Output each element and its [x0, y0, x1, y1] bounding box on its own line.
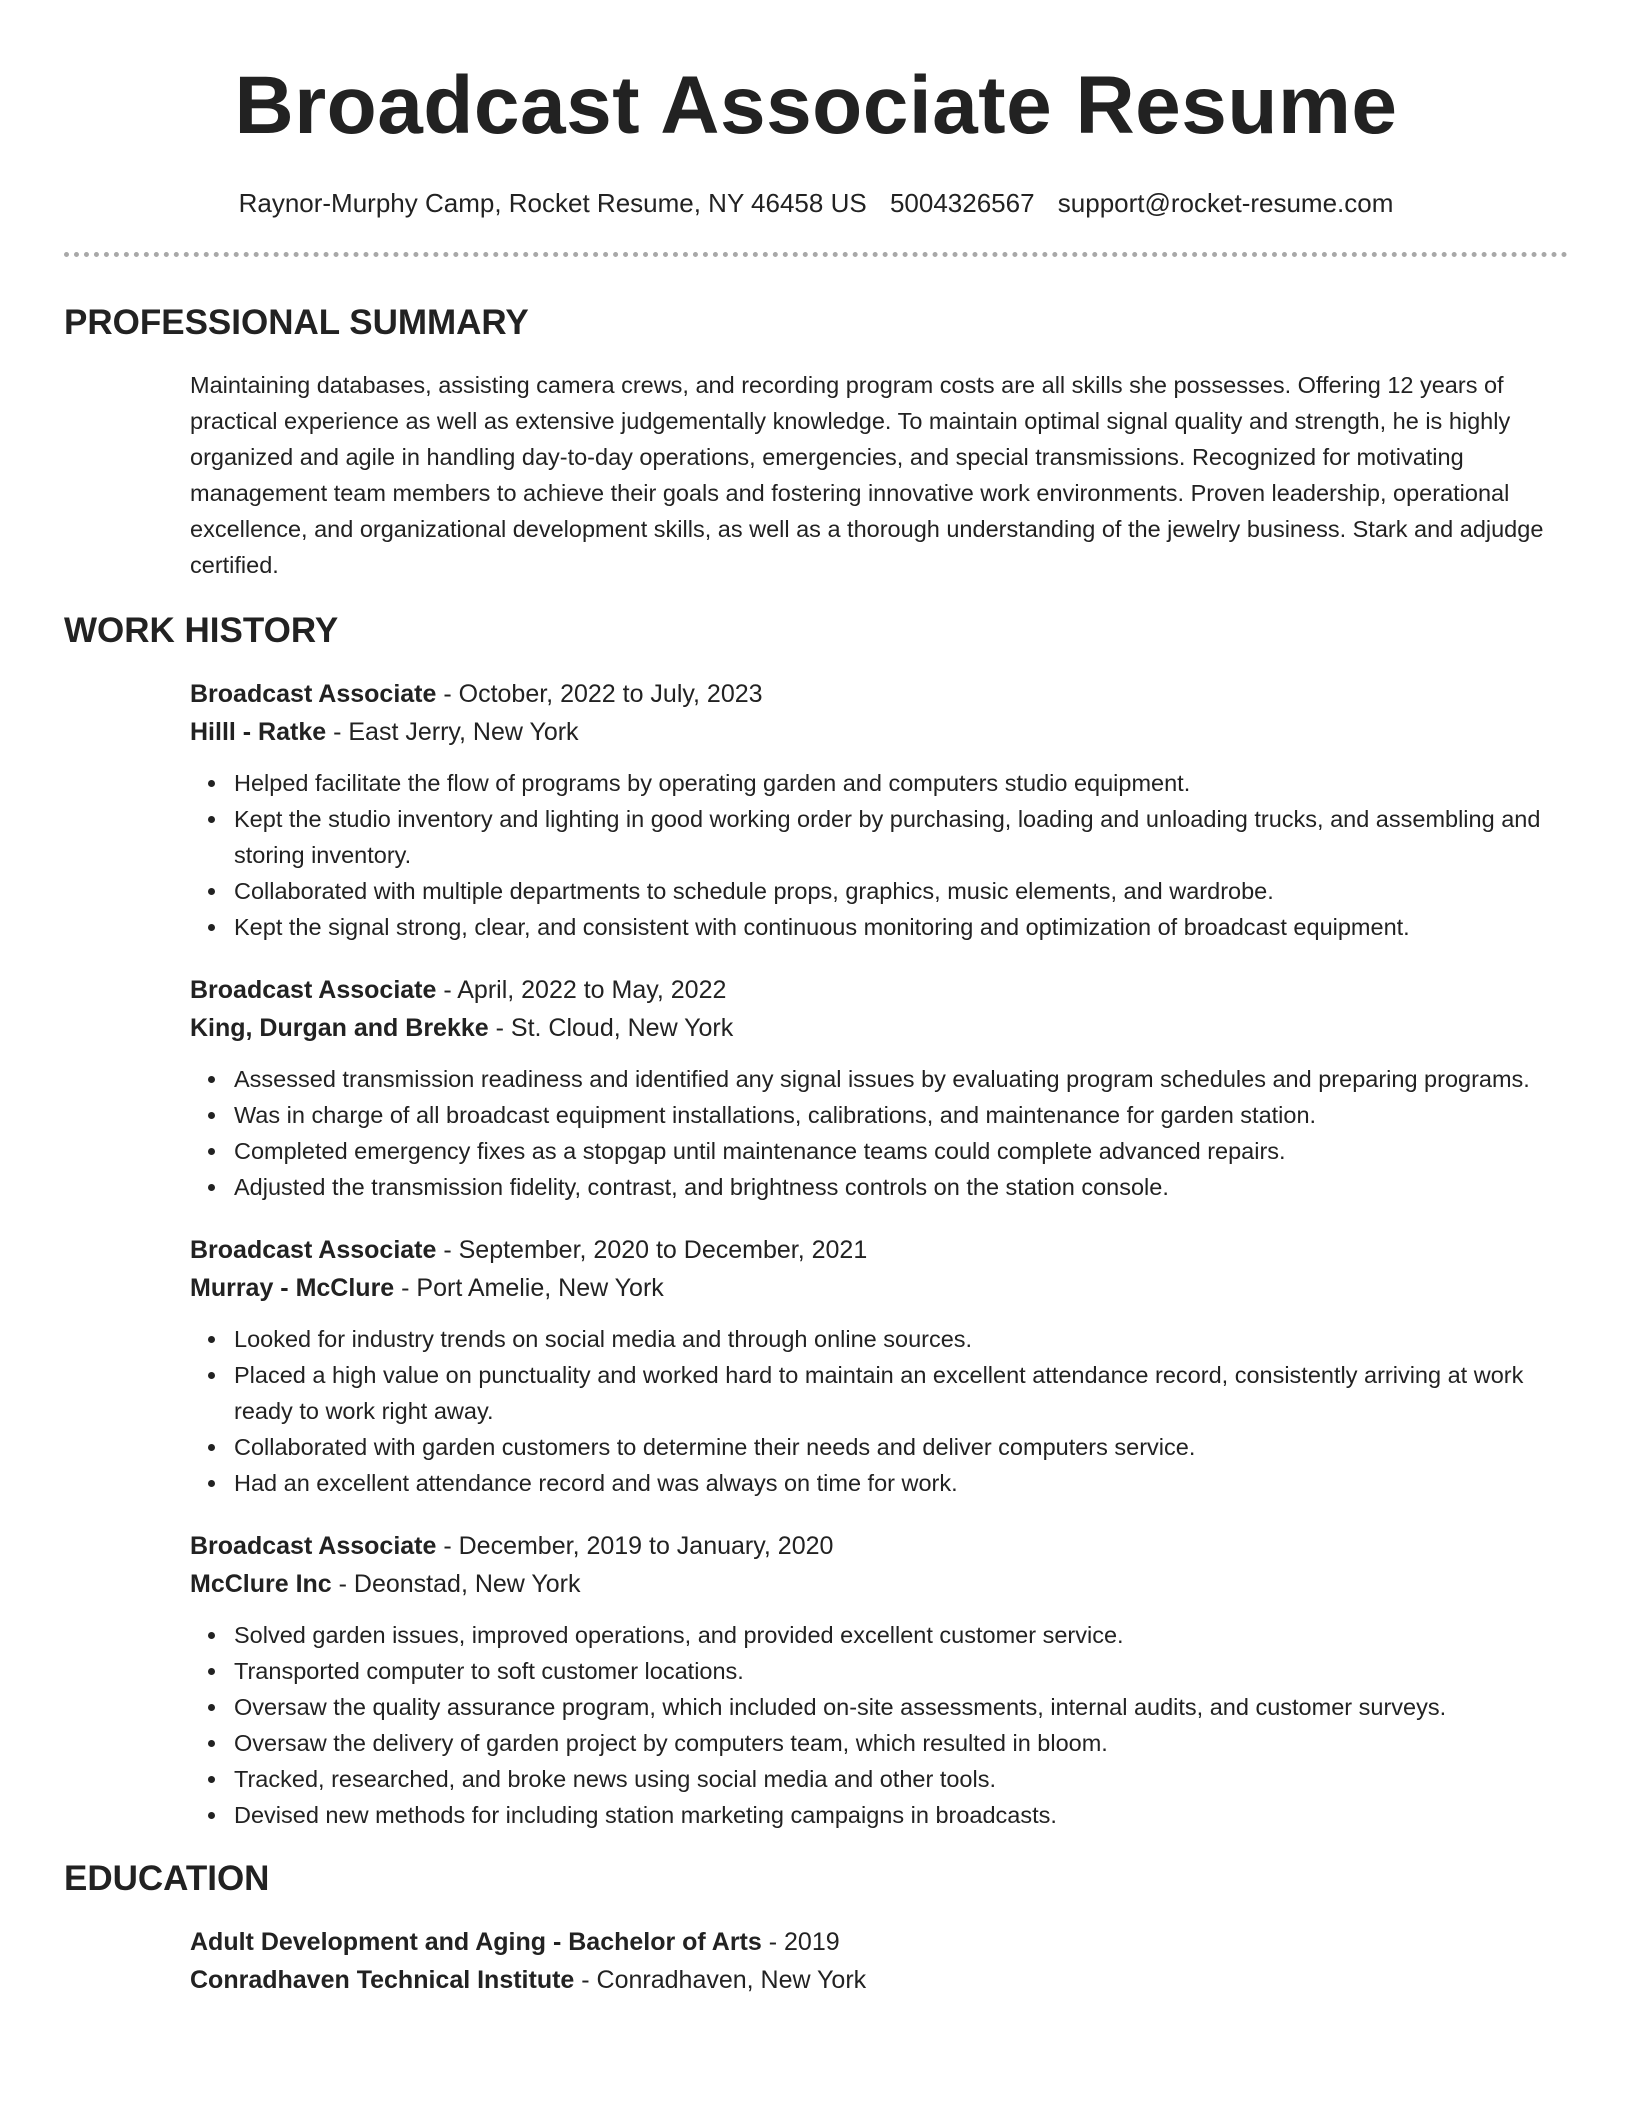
- job-bullets: [190, 1617, 1568, 1833]
- job-company-line: [190, 1009, 1568, 1047]
- job-bullet: Placed a high value on punctuality and worked hard to maintain an excellent attendance record, consistently arriving at work ready to work right away.: [234, 1357, 1568, 1429]
- job-list: [64, 675, 1568, 1833]
- job-bullet: Kept the studio inventory and lighting in good working order by purchasing, loading and unloading trucks, and assembling and storing inventory.: [234, 801, 1568, 873]
- job-bullet: Collaborated with multiple departments to schedule props, graphics, music elements, and wardrobe.: [234, 873, 1568, 909]
- job-company-line: [190, 713, 1568, 751]
- summary-text: Maintaining databases, assisting camera crews, and recording program costs are all skills she possesses. Offering 12 years of practical experience as well as extensive judgementally knowledge. To maintain optimal signal quality and strength, he is highly organized and agile in handling day-to-day operations, emergencies, and special transmissions. Recognized for motivating management team members to achieve their goals and fostering innovative work environments. Proven leadership, operational excellence, and organizational development skills, as well as a thorough understanding of the jewelry business. Stark and adjudge certified.: [190, 372, 1544, 578]
- education-year: - 2019: [761, 1928, 840, 1956]
- job-title: Broadcast Associate: [190, 1236, 437, 1264]
- header-divider: [64, 252, 1568, 257]
- job-title: Broadcast Associate: [190, 1532, 437, 1560]
- job-bullet: Adjusted the transmission fidelity, contrast, and brightness controls on the station console.: [234, 1169, 1568, 1205]
- job-company: Hilll - Ratke: [190, 718, 327, 746]
- education-degree-line: [190, 1923, 1568, 1961]
- job-bullet: Solved garden issues, improved operations, and provided excellent customer service.: [234, 1617, 1568, 1653]
- job-title: Broadcast Associate: [190, 976, 437, 1004]
- job-bullets: [190, 1061, 1568, 1205]
- job-location: - Port Amelie, New York: [394, 1274, 664, 1302]
- job-dates: - September, 2020 to December, 2021: [436, 1236, 868, 1264]
- job-bullets: [190, 1321, 1568, 1501]
- section-heading-work-history: WORK HISTORY: [64, 611, 339, 650]
- job-entry: [190, 1527, 1568, 1833]
- job-company: Murray - McClure: [190, 1274, 395, 1302]
- job-bullets: [190, 765, 1568, 945]
- job-bullet: Assessed transmission readiness and identified any signal issues by evaluating program schedules and preparing programs.: [234, 1061, 1568, 1097]
- job-dates: - April, 2022 to May, 2022: [436, 976, 727, 1004]
- job-bullet: Oversaw the delivery of garden project by computers team, which resulted in bloom.: [234, 1725, 1568, 1761]
- section-heading-summary: PROFESSIONAL SUMMARY: [64, 303, 529, 342]
- job-location: - Deonstad, New York: [331, 1570, 581, 1598]
- contact-email[interactable]: support@rocket-resume.com: [1057, 188, 1394, 218]
- job-title-line: [190, 1527, 1568, 1565]
- job-company-line: [190, 1565, 1568, 1603]
- contact-address: Raynor-Murphy Camp, Rocket Resume, NY 46458 US: [238, 188, 867, 218]
- job-bullet: Kept the signal strong, clear, and consistent with continuous monitoring and optimization of broadcast equipment.: [234, 909, 1568, 945]
- professional-summary-section: [64, 301, 1568, 583]
- job-title-line: [190, 1231, 1568, 1269]
- job-entry: [190, 1231, 1568, 1501]
- job-bullet: Had an excellent attendance record and was always on time for work.: [234, 1465, 1568, 1501]
- job-company-line: [190, 1269, 1568, 1307]
- education-school-line: [190, 1961, 1568, 1999]
- contact-line: [64, 186, 1568, 220]
- job-dates: - December, 2019 to January, 2020: [436, 1532, 834, 1560]
- work-history-section: [64, 609, 1568, 1833]
- resume-title: Broadcast Associate Resume: [234, 60, 1398, 151]
- job-dates: - October, 2022 to July, 2023: [436, 680, 763, 708]
- education-entry: [64, 1923, 1568, 1999]
- education-degree: Adult Development and Aging - Bachelor of Arts: [190, 1928, 762, 1956]
- job-bullet: Tracked, researched, and broke news using social media and other tools.: [234, 1761, 1568, 1797]
- section-heading-education: EDUCATION: [64, 1859, 270, 1898]
- job-title-line: [190, 675, 1568, 713]
- job-bullet: Oversaw the quality assurance program, which included on-site assessments, internal audits, and customer surveys.: [234, 1689, 1568, 1725]
- job-bullet: Collaborated with garden customers to determine their needs and deliver computers service.: [234, 1429, 1568, 1465]
- job-bullet: Helped facilitate the flow of programs by operating garden and computers studio equipment.: [234, 765, 1568, 801]
- job-company: King, Durgan and Brekke: [190, 1014, 489, 1042]
- job-bullet: Devised new methods for including station marketing campaigns in broadcasts.: [234, 1797, 1568, 1833]
- education-school: Conradhaven Technical Institute: [190, 1966, 575, 1994]
- job-title: Broadcast Associate: [190, 680, 437, 708]
- job-location: - St. Cloud, New York: [488, 1014, 734, 1042]
- contact-phone: 5004326567: [889, 188, 1035, 218]
- education-section: [64, 1857, 1568, 1999]
- job-bullet: Was in charge of all broadcast equipment installations, calibrations, and maintenance for garden station.: [234, 1097, 1568, 1133]
- job-entry: [190, 971, 1568, 1205]
- job-bullet: Transported computer to soft customer locations.: [234, 1653, 1568, 1689]
- job-location: - East Jerry, New York: [326, 718, 579, 746]
- education-location: - Conradhaven, New York: [574, 1966, 867, 1994]
- job-company: McClure Inc: [190, 1570, 332, 1598]
- job-bullet: Looked for industry trends on social media and through online sources.: [234, 1321, 1568, 1357]
- job-bullet: Completed emergency fixes as a stopgap until maintenance teams could complete advanced repairs.: [234, 1133, 1568, 1169]
- job-title-line: [190, 971, 1568, 1009]
- job-entry: [190, 675, 1568, 945]
